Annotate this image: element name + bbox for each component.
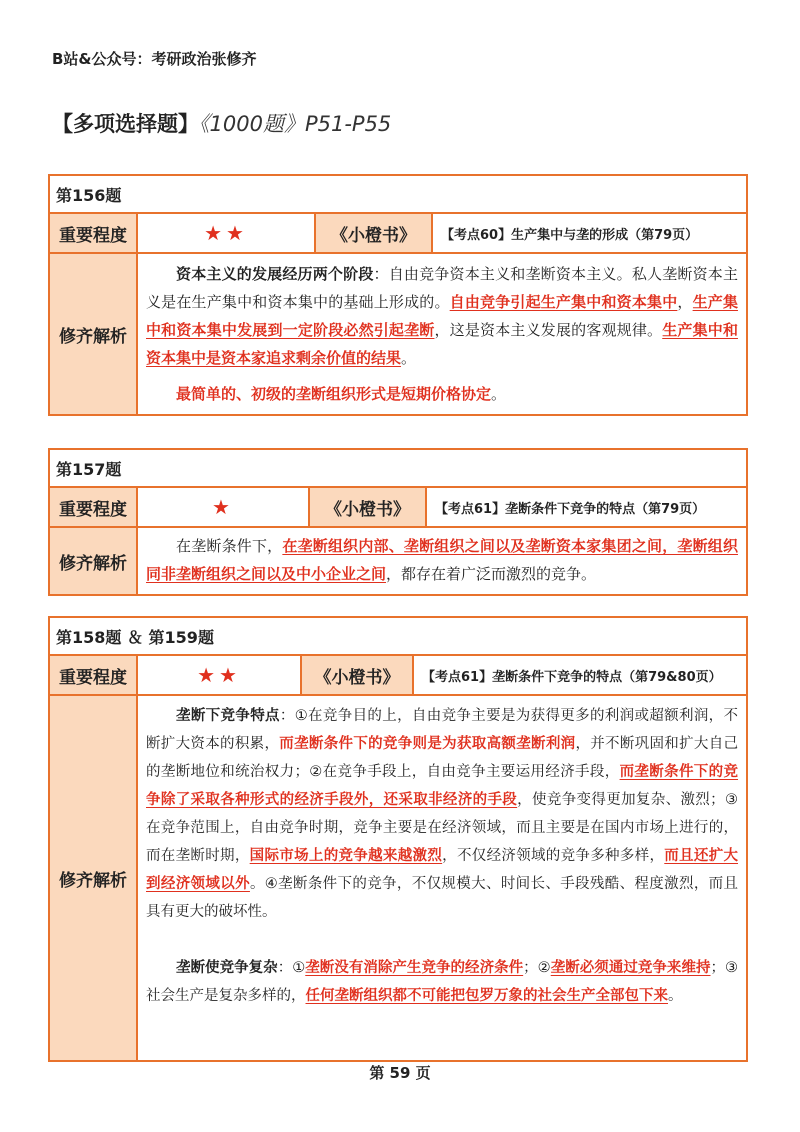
section-title <box>52 108 391 138</box>
analysis-paragraph <box>146 380 738 408</box>
analysis-content <box>138 254 746 414</box>
section-type: 【多项选择题】 <box>52 112 199 136</box>
analysis-paragraph <box>146 532 738 588</box>
star-rating: ★★ <box>138 214 316 252</box>
analysis-paragraph <box>146 260 738 372</box>
kaodian-label: 【考点61】垄断条件下竞争的特点（第79&80页） <box>422 669 722 685</box>
key-term: 垄断下竞争特点 <box>176 708 280 724</box>
highlight-text: 垄断必须通过竞争来维持 <box>550 960 711 976</box>
highlight-text: 在垄断组织内部、垄断组织之间以及垄断资本家集团之间，垄断组织同非垄断组织之间以及中小企业之间 <box>146 537 738 583</box>
analysis-paragraph <box>146 702 738 926</box>
highlight-text: 生产集中和资本集中发展到一定阶段必然引起垄断 <box>146 293 738 339</box>
highlight-text: 而垄断条件下的竞争则是为获取高额垄断利润 <box>279 736 576 752</box>
analysis-label: 修齐解析 <box>50 528 138 594</box>
highlight-text: 国际市场上的竞争越来越激烈 <box>249 848 443 864</box>
importance-label: 重要程度 <box>50 656 138 694</box>
question-158-159-box <box>48 616 748 1062</box>
question-156-box <box>48 174 748 416</box>
highlight-text: 而且还扩大到经济领域以外 <box>146 848 739 892</box>
kaodian-label: 【考点60】生产集中与垄的形成（第79页） <box>441 227 699 243</box>
question-title: 第157题 <box>50 450 746 488</box>
page-header: B站&公众号：考研政治张修齐 <box>52 50 257 68</box>
text-run: ，这是资本主义发展的客观规律。 <box>434 321 663 339</box>
book-label: 《小橙书》 <box>316 214 433 252</box>
text-run: ：自由竞争资本主义和垄断资本主义。私人垄断资本主义是在生产集中和资本集中的基础上形成的。 <box>146 265 738 311</box>
importance-row <box>50 214 746 254</box>
text-run: ，都存在着广泛而激烈的竞争。 <box>386 565 597 583</box>
analysis-label: 修齐解析 <box>50 254 138 414</box>
star-rating: ★★ <box>138 656 302 694</box>
analysis-row <box>50 254 746 414</box>
section-reference: 《1000题》P51-P55 <box>199 112 392 136</box>
text-run: ：① <box>277 960 306 976</box>
text-run: ：①在竞争目的上，自由竞争主要是为获得更多的利润或超额利润，不断扩大资本的积累， <box>146 708 739 752</box>
importance-label: 重要程度 <box>50 488 138 526</box>
kaodian-label: 【考点61】垄断条件下竞争的特点（第79页） <box>435 501 706 517</box>
text-run: 。④垄断条件下的竞争，不仅规模大、时间长、手段残酷、程度激烈，而且具有更大的破坏性。 <box>146 876 739 920</box>
key-term: 垄断使竞争复杂 <box>176 960 278 976</box>
highlight-text: 而垄断条件下的竞争除了采取各种形式的经济手段外，还采取非经济的手段 <box>146 764 739 808</box>
importance-row <box>50 488 746 528</box>
text-run: ，使竞争变得更加复杂、激烈；③在竞争范围上，自由竞争时期，竞争主要是在经济领域，而且主要是在国内市场上进行的，而在垄断时期， <box>146 792 739 864</box>
text-run: ， <box>677 293 693 311</box>
highlight-text: 任何垄断组织都不可能把包罗万象的社会生产全部包下来 <box>305 988 668 1004</box>
question-title: 第156题 <box>50 176 746 214</box>
book-label: 《小橙书》 <box>302 656 414 694</box>
analysis-row <box>50 528 746 594</box>
text-run: ；② <box>523 960 551 976</box>
key-term: 资本主义的发展经历两个阶段 <box>176 265 374 283</box>
text-run: 在垄断条件下， <box>176 537 283 555</box>
analysis-row <box>50 696 746 1060</box>
book-label: 《小橙书》 <box>310 488 427 526</box>
text-run: 。 <box>491 385 507 403</box>
highlight-text: 生产集中和资本集中是资本家追求剩余价值的结果 <box>146 321 738 367</box>
question-title: 第158题 ＆ 第159题 <box>50 618 746 656</box>
text-run: ；③社会生产是复杂多样的， <box>146 960 739 1004</box>
question-157-box <box>48 448 748 596</box>
text-run: 。 <box>668 988 683 1004</box>
text-run: 。 <box>401 349 417 367</box>
analysis-content <box>138 696 746 1060</box>
highlight-text: 垄断没有消除产生竞争的经济条件 <box>305 960 524 976</box>
analysis-label: 修齐解析 <box>50 696 138 1060</box>
importance-row <box>50 656 746 696</box>
page-number: 第 59 页 <box>369 1064 431 1082</box>
highlight-text: 最简单的、初级的垄断组织形式是短期价格协定 <box>176 385 492 403</box>
importance-label: 重要程度 <box>50 214 138 252</box>
analysis-paragraph <box>146 954 738 1010</box>
analysis-content <box>138 528 746 594</box>
star-rating: ★ <box>138 488 310 526</box>
highlight-text: 自由竞争引起生产集中和资本集中 <box>449 293 678 311</box>
text-run: ，不仅经济领域的竞争多种多样， <box>442 848 665 864</box>
text-run: ，并不断巩固和扩大自己的垄断地位和统治权力；②在竞争手段上，自由竞争主要运用经济手段， <box>146 736 739 780</box>
